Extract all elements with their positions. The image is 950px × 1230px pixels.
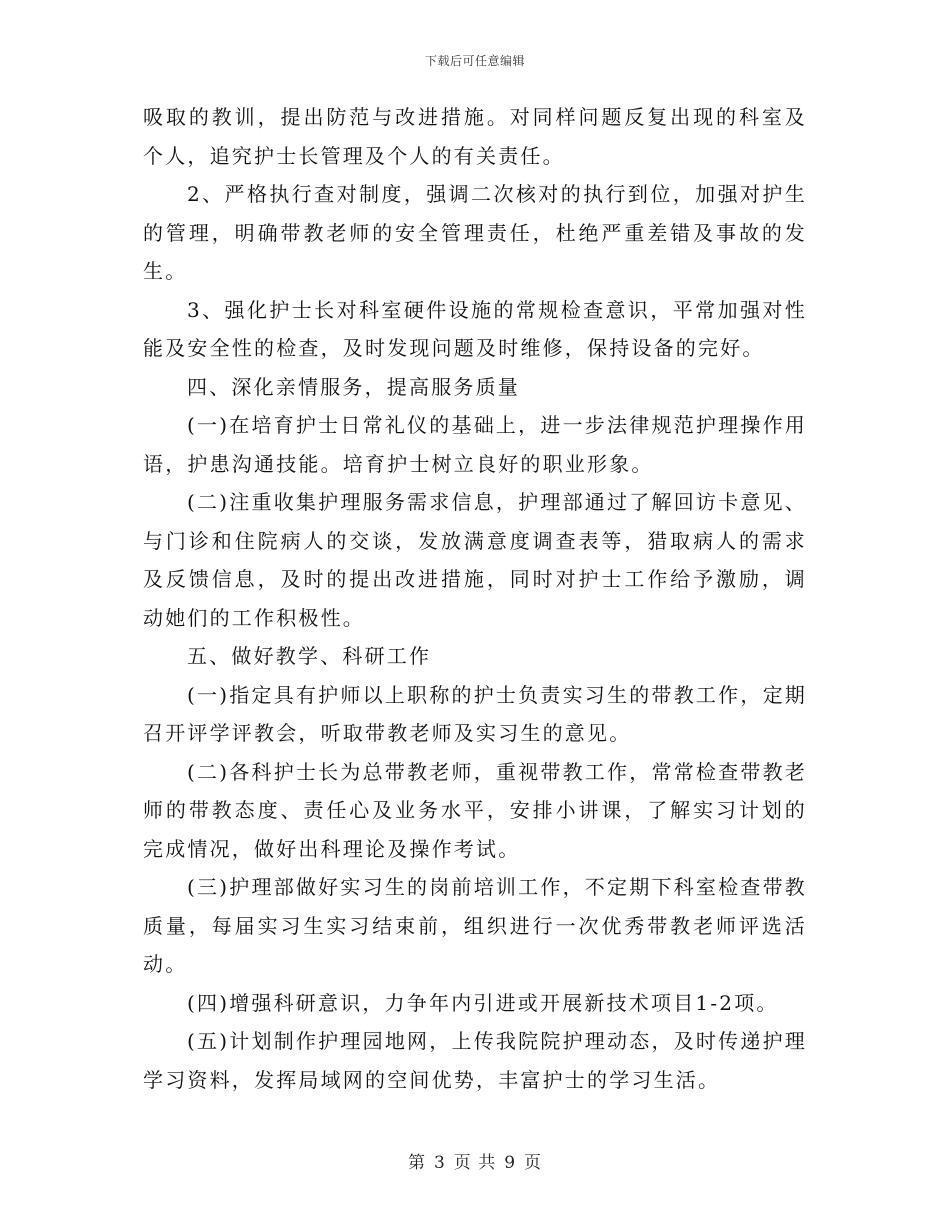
paragraph: 3、强化护士长对科室硬件设施的常规检查意识，平常加强对性能及安全性的检查，及时发现问题及时维修，保持设备的完好。 bbox=[143, 297, 807, 360]
section-heading: 五、做好教学、科研工作 bbox=[187, 644, 432, 668]
paragraph: (二)各科护士长为总带教老师，重视带教工作，常常检查带教老师的带教态度、责任心及业务水平，安排小讲课，了解实习计划的完成情况，做好出科理论及操作考试。 bbox=[143, 759, 807, 861]
footer-prefix: 第 bbox=[407, 1153, 426, 1173]
paragraph: (四)增强科研意识，力争年内引进或开展新技术项目1-2项。 bbox=[187, 990, 779, 1015]
page-footer bbox=[0, 1148, 950, 1173]
paragraph: 吸取的教训，提出防范与改进措施。对同样问题反复出现的科室及个人，追究护士长管理及个人的有关责任。 bbox=[143, 105, 807, 168]
total-pages-number: 9 bbox=[504, 1153, 517, 1173]
footer-middle: 页 共 bbox=[453, 1153, 497, 1173]
paragraph: (三)护理部做好实习生的岗前培训工作，不定期下科室检查带教质量，每届实习生实习结束前，组织进行一次优秀带教老师评选活动。 bbox=[143, 875, 807, 976]
section-heading: 四、深化亲情服务，提高服务质量 bbox=[187, 374, 520, 399]
paragraph: (二)注重收集护理服务需求信息，护理部通过了解回访卡意见、与门诊和住院病人的交谈，发放满意度调查表等，猎取病人的需求及反馈信息，及时的提出改进措施，同时对护士工作给予激励，调动她们的工作积极性。 bbox=[143, 490, 807, 630]
footer-suffix: 页 bbox=[524, 1153, 543, 1173]
paragraph: (五)计划制作护理园地网，上传我院院护理动态，及时传递护理学习资料，发挥局域网的空间优势，丰富护士的学习生活。 bbox=[143, 1029, 807, 1092]
paragraph: (一)指定具有护师以上职称的护士负责实习生的带教工作，定期召开评学评教会，听取带教老师及实习生的意见。 bbox=[143, 682, 807, 745]
document-body bbox=[143, 98, 807, 1099]
current-page-number: 3 bbox=[433, 1153, 446, 1173]
header-note: 下载后可任意编辑 bbox=[424, 54, 525, 68]
paragraph: 2、严格执行查对制度，强调二次核对的执行到位，加强对护生的管理，明确带教老师的安全管理责任，杜绝严重差错及事故的发生。 bbox=[143, 182, 807, 283]
paragraph: (一)在培育护士日常礼仪的基础上，进一步法律规范护理操作用语，护患沟通技能。培育护士树立良好的职业形象。 bbox=[143, 413, 807, 476]
